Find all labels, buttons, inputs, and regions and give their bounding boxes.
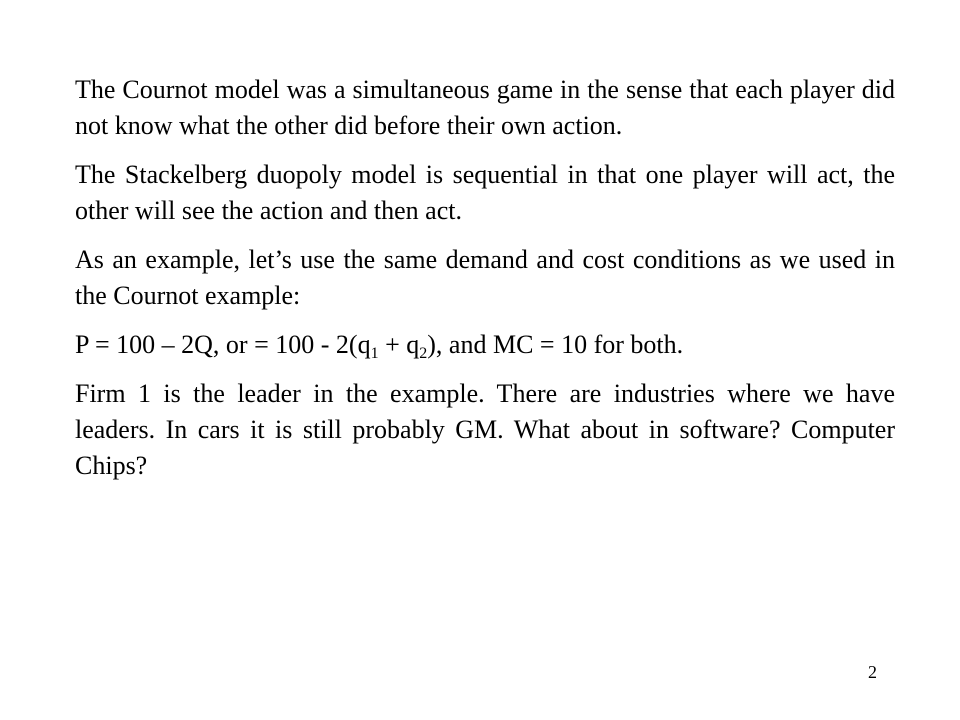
demand-equation xyxy=(75,327,895,363)
equation-part-2: + q xyxy=(378,330,420,359)
paragraph-stackelberg: The Stackelberg duopoly model is sequential in that one player will act, the other will see the action and then act. xyxy=(75,160,895,225)
subscript-1: 1 xyxy=(370,345,379,362)
subscript-2: 2 xyxy=(419,345,428,362)
paragraph-cournot: The Cournot model was a simultaneous game in the sense that each player did not know what the other did before their own action. xyxy=(75,75,895,140)
paragraph-example: As an example, let’s use the same demand and cost conditions as we used in the Cournot example: xyxy=(75,245,895,310)
page-number: 2 xyxy=(868,662,877,682)
slide-body xyxy=(75,72,895,497)
paragraph-leader: Firm 1 is the leader in the example. There are industries where we have leaders. In cars it is still probably GM. What about in software? Computer Chips? xyxy=(75,379,895,480)
equation-part-3: ), and MC = 10 for both. xyxy=(427,330,684,359)
equation-part-1: P = 100 – 2Q, or = 100 - 2(q xyxy=(75,330,371,359)
